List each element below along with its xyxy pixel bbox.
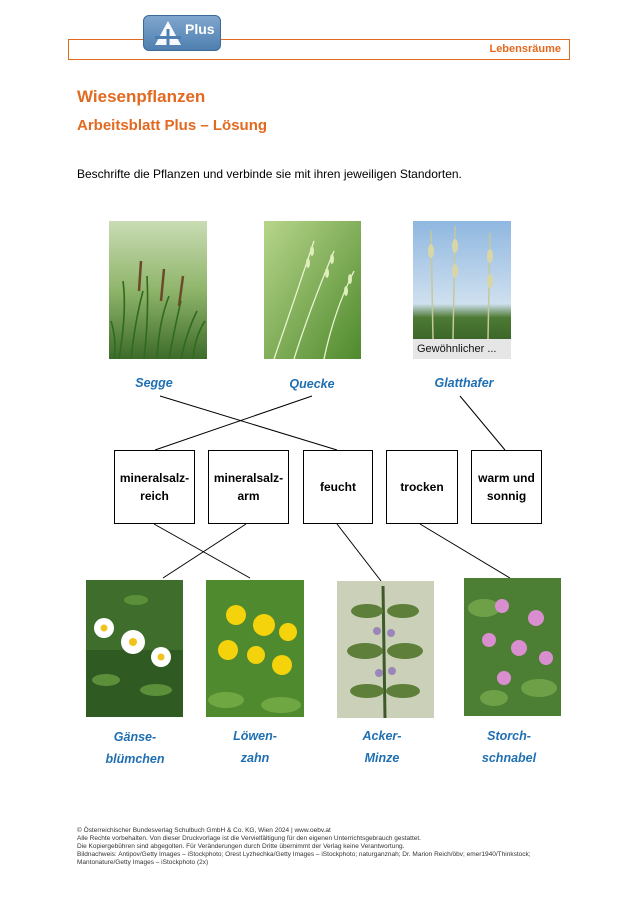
- line-mineralsalzarm-gaensebluemchen: [163, 524, 246, 578]
- line-quecke-mineralsalzreich: [155, 396, 312, 450]
- line-mineralsalzreich-loewenzahn: [154, 524, 250, 578]
- line-trocken-storchschnabel: [420, 524, 510, 578]
- line-feucht-ackerminze: [337, 524, 381, 581]
- footer-copyright: © Österreichischer Bundesverlag Schulbuch GmbH & Co. KG, Wien 2024 | www.oebv.at Alle Rechte vorbehalten. Von dieser Druckvorlage ist die Vervielfältigung für den eigenen Unterrichtsgebrauch gestattet. Die Kopiergebühren sind abgegolten. Für Veränderungen durch Dritte übernimmt der Verlag keine Verantwortung. Bildnachweis: Antipov/Getty Images – iStockphoto; Orest Lyzhechka/Getty Images – iStockphoto; naturganznah; Dr. Marion Reich/öbv; emer1940/Thinkstock; Mantonature/Getty Images – iStockphoto (2x): [77, 827, 531, 866]
- line-segge-feucht: [160, 396, 337, 450]
- storchschnabel-photo: [464, 578, 561, 716]
- label-loewenzahn: Löwen- zahn: [233, 729, 277, 765]
- section-label: Lebensräume: [489, 43, 561, 55]
- page-title: Wiesenpflanzen: [77, 87, 206, 106]
- label-glatthafer: Glatthafer: [434, 376, 494, 390]
- ackerminze-photo: [337, 581, 434, 718]
- label-storchschnabel: Storch- schnabel: [481, 729, 537, 765]
- box-feucht: feucht: [303, 450, 373, 524]
- box-warm-sonnig: warm und sonnig: [471, 450, 542, 524]
- box-mineralsalzreich: mineralsalz- reich: [114, 450, 195, 524]
- gaensebluemchen-photo: [86, 580, 183, 717]
- label-ackerminze: Acker- Minze: [362, 729, 402, 765]
- instruction-text: Beschrifte die Pflanzen und verbinde sie mit ihren jeweiligen Standorten.: [77, 167, 462, 181]
- logo-text: Plus: [185, 21, 215, 37]
- box-trocken: trocken: [386, 450, 458, 524]
- box-mineralsalzarm: mineralsalz- arm: [208, 450, 289, 524]
- loewenzahn-photo: [206, 580, 304, 717]
- label-gaensebluemchen: Gänse- blümchen: [105, 730, 165, 766]
- line-glatthafer-warm: [460, 396, 505, 450]
- label-quecke: Quecke: [289, 377, 335, 391]
- image-caption: Gewöhnlicher ...: [417, 343, 497, 355]
- page-subtitle: Arbeitsblatt Plus – Lösung: [77, 117, 268, 134]
- label-segge: Segge: [135, 376, 173, 390]
